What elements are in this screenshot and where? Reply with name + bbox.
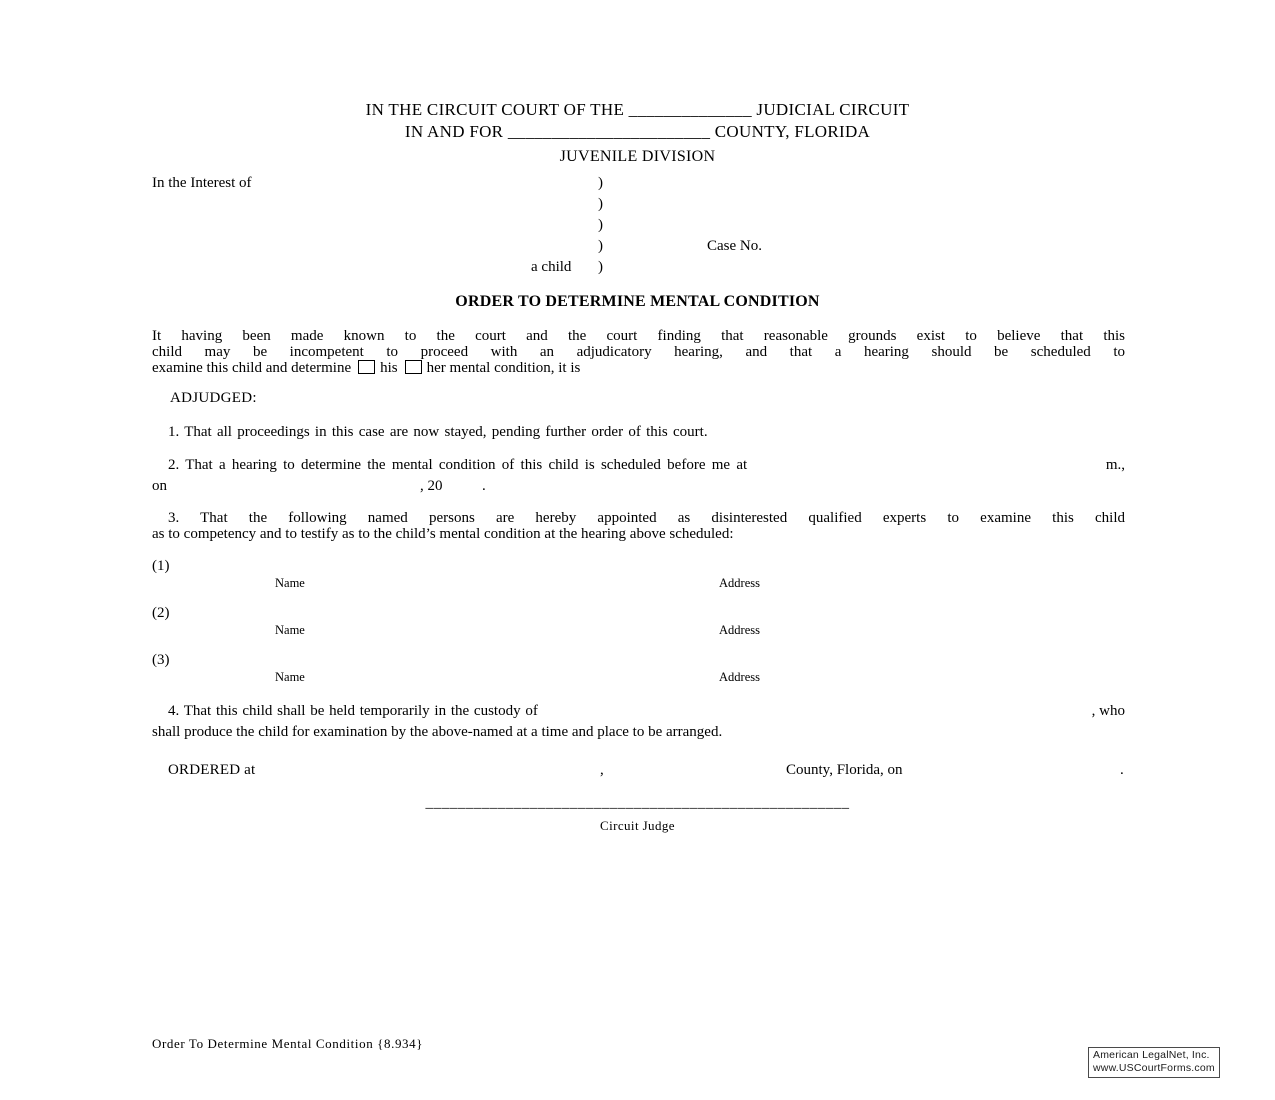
opening-paragraph-line1: It having been made known to the court and the court finding that reasonable grounds exist to believe that this: [152, 328, 1125, 344]
circuit-judge-label: Circuit Judge: [600, 818, 675, 833]
caption-row: [152, 238, 1125, 259]
order-item-3: [152, 510, 1125, 542]
expert-3-name-blank[interactable]: [192, 652, 582, 669]
vendor-name: American LegalNet, Inc.: [1093, 1049, 1210, 1061]
a-child-label: a child: [531, 259, 572, 275]
court-header-line2: IN AND FOR _______________________ COUNTY, FLORIDA: [404, 122, 871, 141]
meridiem-text: m.,: [1105, 457, 1125, 473]
address-label: Address: [719, 576, 760, 590]
expert-1-address-blank[interactable]: [632, 558, 1062, 575]
expert-number: (1): [152, 558, 170, 574]
caption-paren: ): [598, 259, 603, 275]
custody-text: 4. That this child shall be held temporarily in the custody of: [168, 703, 538, 719]
caption-paren: ): [598, 175, 603, 191]
order-item-3-line2: as to competency and to testify as to the child’s mental condition at the hearing above scheduled:: [152, 526, 734, 542]
expert-entry-2: [152, 605, 1125, 652]
caption-paren: ): [598, 217, 603, 233]
order-item-1: 1. That all proceedings in this case are now stayed, pending further order of this court.: [168, 424, 708, 440]
opening-paragraph-line3: [152, 360, 1125, 376]
on-label: on: [152, 478, 167, 494]
order-item-2: [152, 457, 1125, 498]
her-mental-condition-text: her mental condition, it is: [426, 360, 581, 376]
who-text: , who: [1091, 703, 1125, 719]
ordered-date-blank[interactable]: [942, 762, 1114, 779]
her-checkbox[interactable]: [405, 360, 422, 374]
ordered-place-blank[interactable]: [287, 762, 592, 779]
order-item-4: [152, 703, 1125, 740]
judge-signature-line[interactable]: _____________________________________________________: [425, 795, 850, 811]
order-item-2-line1: [152, 457, 1125, 474]
custodian-blank[interactable]: [538, 703, 1092, 720]
hearing-scheduled-text: 2. That a hearing to determine the mental condition of this child is scheduled before me at: [168, 457, 748, 473]
order-item-4-line2: shall produce the child for examination by the above-named at a time and place to be arranged.: [152, 724, 723, 740]
name-label: Name: [275, 576, 305, 590]
case-no-label: Case No.: [707, 238, 762, 254]
hearing-date-blank[interactable]: [182, 478, 414, 495]
in-the-interest-of-label: In the Interest of: [152, 175, 252, 191]
experts-list: [152, 558, 1125, 699]
ordered-period: .: [1120, 762, 1124, 778]
case-caption: [152, 175, 1125, 280]
adjudged-label: ADJUDGED:: [170, 390, 257, 406]
order-item-2-line2: [152, 478, 1125, 498]
expert-2-address-blank[interactable]: [632, 605, 1062, 622]
determine-text: examine this child and determine: [152, 360, 352, 376]
expert-entry-1: [152, 558, 1125, 605]
expert-3-address-blank[interactable]: [632, 652, 1062, 669]
his-checkbox[interactable]: [358, 360, 375, 374]
hearing-time-blank[interactable]: [747, 457, 1106, 474]
division-header: JUVENILE DIVISION: [559, 148, 716, 165]
expert-entry-3: [152, 652, 1125, 699]
expert-number: (2): [152, 605, 170, 621]
court-header-line1: IN THE CIRCUIT COURT OF THE ______________ JUDICIAL CIRCUIT: [365, 100, 910, 119]
address-label: Address: [719, 623, 760, 637]
his-label: his: [380, 360, 398, 376]
caption-row: [152, 196, 1125, 217]
name-label: Name: [275, 623, 305, 637]
ordered-county-blank[interactable]: [614, 762, 779, 779]
ordered-line: [152, 762, 1125, 782]
name-label: Name: [275, 670, 305, 684]
expert-1-name-blank[interactable]: [192, 558, 582, 575]
order-item-4-line1: [152, 703, 1125, 720]
case-no-blank[interactable]: [782, 238, 1122, 255]
ordered-at-label: ORDERED at: [168, 762, 256, 778]
caption-paren: ): [598, 196, 603, 212]
year-blank[interactable]: [452, 478, 478, 495]
opening-paragraph-line2: child may be incompetent to proceed with an adjudicatory hearing, and that a hearing should be scheduled to: [152, 344, 1125, 360]
expert-2-name-blank[interactable]: [192, 605, 582, 622]
vendor-badge: [1088, 1047, 1220, 1078]
caption-row: [152, 217, 1125, 238]
form-footer-title: Order To Determine Mental Condition {8.934}: [152, 1036, 424, 1051]
caption-row: [152, 175, 1125, 196]
opening-paragraph: [152, 328, 1125, 376]
vendor-url: www.USCourtForms.com: [1093, 1062, 1215, 1074]
county-florida-on-label: County, Florida, on: [786, 762, 903, 778]
caption-paren: ): [598, 238, 603, 254]
ordered-comma: ,: [600, 762, 604, 778]
expert-number: (3): [152, 652, 170, 668]
caption-row: [152, 259, 1125, 280]
address-label: Address: [719, 670, 760, 684]
document-title: ORDER TO DETERMINE MENTAL CONDITION: [455, 293, 820, 310]
period-text: .: [482, 478, 486, 494]
comma-20-text: , 20: [420, 478, 443, 494]
child-name-blank[interactable]: [152, 196, 582, 213]
order-item-3-line1: 3. That the following named persons are hereby appointed as disinterested qualified experts to examine this child: [168, 510, 1125, 526]
